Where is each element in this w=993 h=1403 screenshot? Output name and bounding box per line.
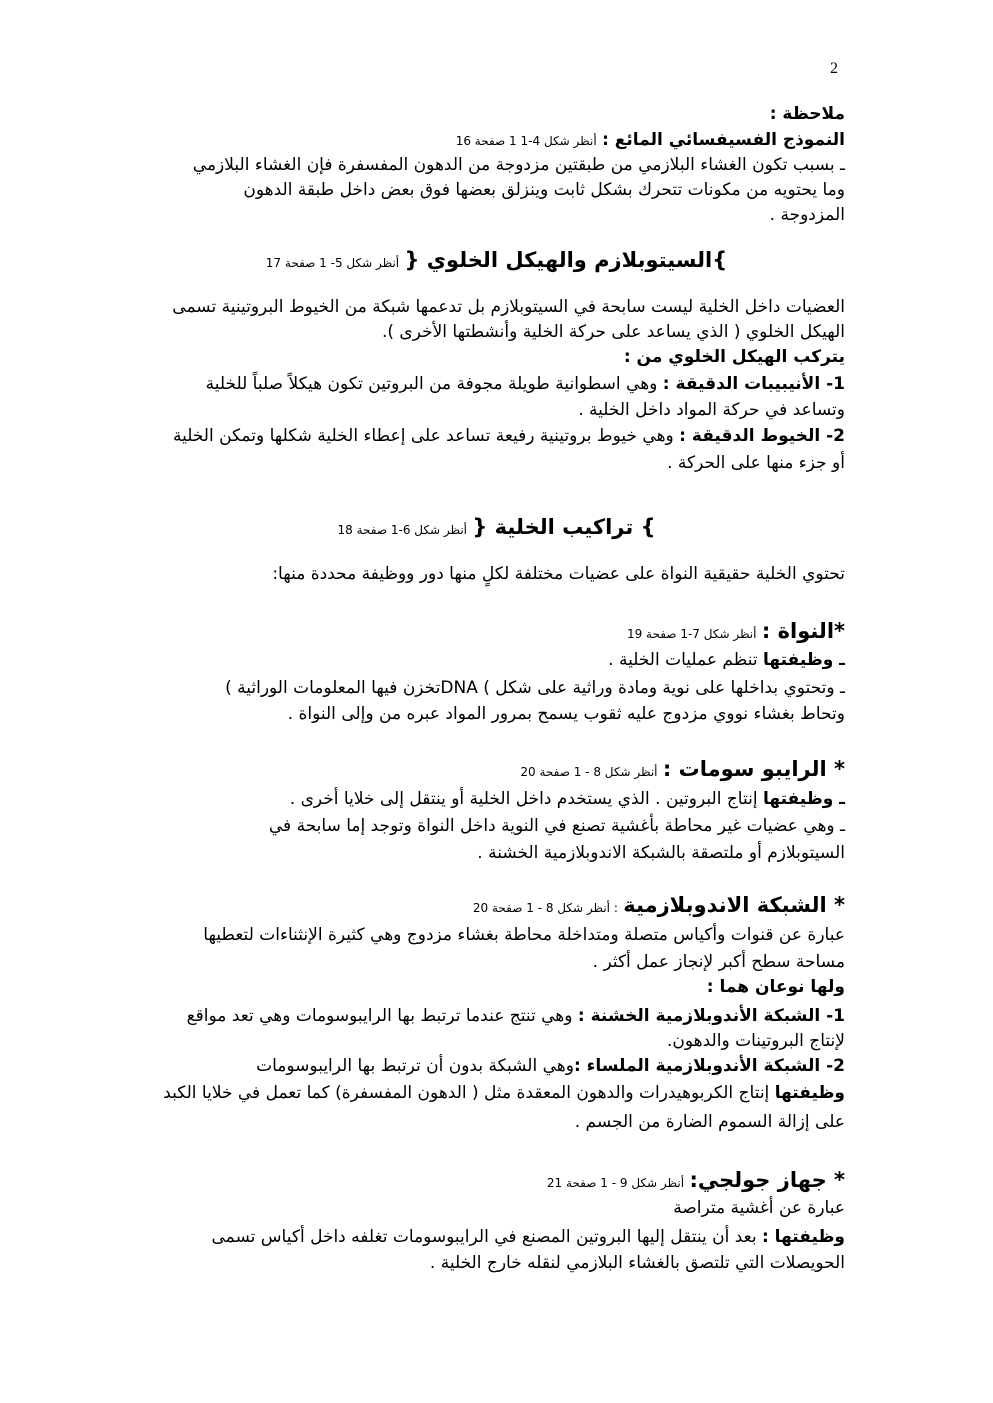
ribosomes-paragraph-line: السيتوبلازم أو ملتصقة بالشبكة الاندوبلازمية الخشنة . [477,843,845,863]
cytoplasm-title: }السيتوبلازم والهيكل الخلوي { [404,248,728,272]
er-figure-ref: : أنظر شكل 8 - 1 صفحة 20 [472,901,618,915]
golgi-paragraph-line: عبارة عن أغشية متراصة [673,1198,845,1218]
smooth-er-function-text: إنتاج الكربوهيدرات والدهون المعقدة مثل ( الدهون المفسفرة) كما تعمل في خلايا الكبد [163,1083,775,1103]
golgi-function-text: بعد أن ينتقل إليها البروتين المصنع في الرايبوسومات تغلفه داخل أكياس تسمى [211,1227,762,1247]
model-title: النموذج الفسيفسائي المائع : [602,130,845,150]
note-paragraph-line: المزدوجة . [769,205,845,225]
nucleus-function-label: ـ وظيفتها [762,650,845,670]
microtubules-text: وهي اسطوانية طويلة مجوفة من البروتين تكون هيكلاً صلباً للخلية [205,374,663,394]
ribosomes-title: * الرايبو سومات : [662,757,845,781]
rough-er-text: وهي تنتج عندما ترتبط بها الرايبوسومات وهي تعد مواقع [186,1006,578,1026]
er-title: * الشبكة الاندوبلازمية [623,893,845,917]
microtubules-label: 1- الأنيبيبات الدقيقة : [662,374,845,394]
microfilaments-text: وهي خيوط بروتينية رفيعة تساعد على إعطاء الخلية شكلها وتمكن الخلية [172,426,680,446]
note-paragraph-line: ـ بسبب تكون الغشاء البلازمي من طبقتين مزدوجة من الدهون المفسفرة فإن الغشاء البلازمي [192,155,845,175]
smooth-er-function-continuation: على إزالة السموم الضارة من الجسم . [574,1112,845,1132]
structures-title: } تراكيب الخلية { [472,515,656,539]
ribosomes-figure-ref: أنظر شكل 8 - 1 صفحة 20 [520,765,658,779]
note-title: ملاحظة : [769,104,845,124]
smooth-er-function-label: وظيفتها [774,1083,845,1103]
nucleus-title: *النواة : [761,619,845,643]
ribosomes-function-text: إنتاج البروتين . الذي يستخدم داخل الخلية أو ينتقل إلى خلايا أخرى . [289,789,763,809]
nucleus-paragraph-line: وتحاط بغشاء نووي مزدوج عليه ثقوب يسمح بمرور المواد عبره من وإلى النواة . [287,704,845,724]
structures-intro: تحتوي الخلية حقيقية النواة على عضيات مختلفة لكلٍ منها دور ووظيفة محددة منها: [272,564,845,584]
golgi-function [200,1225,845,1249]
ribosomes-heading [520,757,845,784]
golgi-function-continuation: الحويصلات التي تلتصق بالغشاء البلازمي لنقله خارج الخلية . [429,1253,845,1273]
golgi-function-label: وظيفتها : [761,1227,845,1247]
smooth-er-item [256,1054,845,1078]
er-heading [473,893,845,920]
smooth-er-text: وهي الشبكة بدون أن ترتبط بها الرايبوسومات [256,1056,574,1076]
microtubules-continuation: وتساعد في حركة المواد داخل الخلية . [578,400,845,420]
cytoplasm-figure-ref: أنظر شكل 5- 1 صفحة 17 [265,256,400,270]
nucleus-figure-ref: أنظر شكل 7-1 صفحة 19 [626,627,757,641]
rough-er-item [148,1004,845,1028]
nucleus-function-text: تنظم عمليات الخلية . [608,650,763,670]
note-paragraph-line: وما يحتويه من مكونات تتحرك بشكل ثابت وينزلق بعضها فوق بعض داخل طبقة الدهون [243,180,845,200]
smooth-er-function [148,1081,845,1105]
rough-er-continuation: لإنتاج البروتينات والدهون. [667,1031,845,1051]
er-paragraph-line: عبارة عن قنوات وأكياس متصلة ومتداخلة محاطة بغشاء مزدوج وهي كثيرة الإنثناءات لتعطيها [203,925,845,945]
structures-figure-ref: أنظر شكل 6-1 صفحة 18 [337,523,468,537]
cytoskeleton-composition: يتركب الهيكل الخلوي من : [623,347,845,367]
microfilaments-label: 2- الخيوط الدقيقة : [679,426,845,446]
ribosomes-paragraph-line: ـ وهي عضيات غير محاطة بأغشية تصنع في النوية داخل النواة وتوجد إما سابحة في [268,816,845,836]
model-heading [456,128,845,153]
model-figure-ref: أنظر شكل 4-1 1 صفحة 16 [455,134,597,148]
microfilaments-item [148,424,845,448]
microtubules-item [148,372,845,396]
page-number: 2 [830,60,838,77]
ribosomes-function [290,787,845,811]
golgi-title: * جهاز جولجي: [689,1168,845,1192]
nucleus-paragraph-line: ـ وتحتوي بداخلها على نوية ومادة وراثية على شكل ) DNAتخزن فيها المعلومات الوراثية ) [225,678,845,698]
smooth-er-label: 2- الشبكة الأندوبلازمية الملساء : [573,1056,845,1076]
nucleus-heading [627,619,845,646]
rough-er-label: 1- الشبكة الأندوبلازمية الخشنة : [577,1006,845,1026]
nucleus-function [608,648,845,672]
structures-heading [0,512,993,545]
cytoplasm-heading [0,245,993,278]
golgi-figure-ref: أنظر شكل 9 - 1 صفحة 21 [546,1176,685,1190]
er-paragraph-line: مساحة سطح أكبر لإنجاز عمل أكثر . [592,952,845,972]
ribosomes-function-label: ـ وظيفتها [762,789,845,809]
microfilaments-continuation: أو جزء منها على الحركة . [667,453,845,473]
er-types-heading: ولها نوعان هما : [706,977,845,997]
cytoplasm-paragraph-line: الهيكل الخلوي ( الذي يساعد على حركة الخلية وأنشطتها الأخرى ). [381,322,845,342]
golgi-heading [547,1168,845,1195]
cytoplasm-paragraph-line: العضيات داخل الخلية ليست سابحة في السيتوبلازم بل تدعمها شبكة من الخيوط البروتينية تسمى [172,297,845,317]
